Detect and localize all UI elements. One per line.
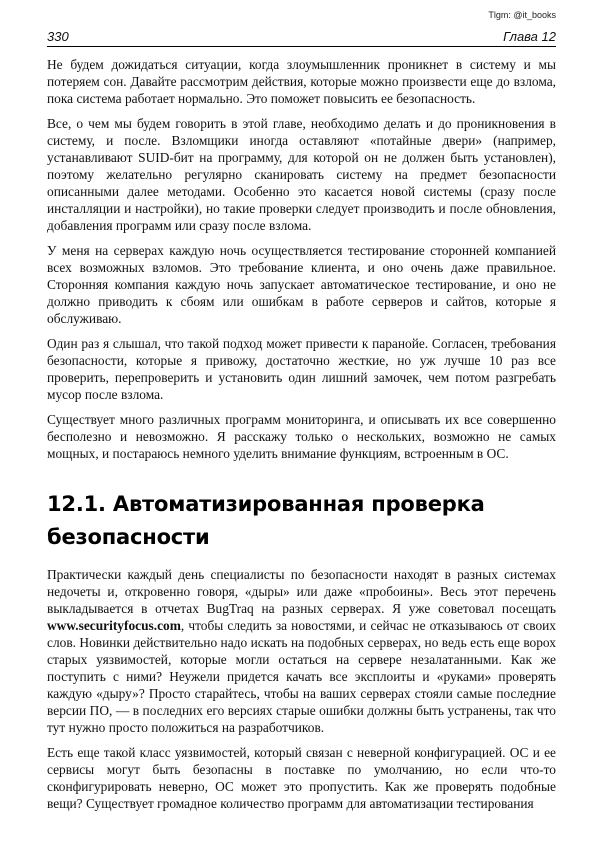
page-header — [47, 26, 556, 47]
paragraph: Один раз я слышал, что такой подход может привести к паранойе. Согласен, требования безопасности, которые я привожу, достаточно жесткие, но уж лучше 10 раз все проверить, перепроверить и установить один лишний замочек, чем потом разгребать мусор после взлома. — [47, 336, 556, 402]
chapter-title: Глава 12 — [503, 29, 556, 44]
paragraph: У меня на серверах каждую ночь осуществляется тестирование сторонней компанией всех возможных взломов. Это требование клиента, и оно очень даже правильное. Сторонняя компания каждую ночь запускает автоматическое тестирование, и оно не должно приводить к сбоям или ошибкам в работе серверов и сайтов, которые я обслуживаю. — [47, 243, 556, 326]
page-number: 330 — [47, 29, 69, 44]
section-heading: 12.1. Автоматизированная проверка безопасности — [47, 492, 485, 549]
page-body — [47, 56, 556, 820]
paragraph-text: , чтобы следить за новостями, и сейчас не отказываюсь от своих слов. Новинки действительно надо искать на подобных серверах, но ведь есть еще ворох старых уязвимостей, которые могли остаться на сервере незалатанными. Как же поступить с ними? Неужели придется качать все эксплоиты и «руками» проверять каждую «дыру»? Просто старайтесь, чтобы на ваших серверах стояли самые последние версии ПО, — в последних его версиях старые ошибки должны быть устранены, так что тут нужно просто положиться на разработчиков. — [47, 618, 556, 735]
paragraph: Существует много различных программ мониторинга, и описывать их все совершенно бесполезно и невозможно. Я расскажу только о нескольких, возможно не самых мощных, и постараюсь немного уделить внимание функциям, встроенным в ОС. — [47, 412, 556, 461]
paragraph-text: Практически каждый день специалисты по безопасности находят в разных системах недочеты и, откровенно говоря, «дыры» или даже «пробоины». Весь этот перечень выкладывается в отчетах BugTraq на разных серверах. Я уже советовал посещать — [47, 567, 556, 616]
watermark: Tlgm: @it_books — [488, 10, 556, 20]
paragraph: Не будем дожидаться ситуации, когда злоумышленник проникнет в систему и мы потеряем сон. Давайте рассмотрим действия, которые можно произвести еще до взлома, пока система работает нормально. Это поможет повысить ее безопасность. — [47, 57, 556, 106]
paragraph: Все, о чем мы будем говорить в этой главе, необходимо делать и до проникновения в систему, и после. Взломщики иногда оставляют «потайные двери» (например, устанавливают SUID-бит на программу, для которой он не должен быть установлен), поэтому желательно регулярно сканировать систему на предмет безопасности описанными далее методами. Особенно это касается новой системы (сразу после инсталляции и настройки), но такие проверки следует производить и после обновления, добавления программ или сразу после взлома. — [47, 116, 556, 233]
paragraph: Есть еще такой класс уязвимостей, который связан с неверной конфигурацией. ОС и ее сервисы могут быть безопасны в поставке по умолчанию, но если что-то сконфигурировать неверно, ОС может это пропустить. Как же проверять подобные вещи? Существует громадное количество программ для автоматизации тестирования — [47, 745, 556, 811]
paragraph — [47, 566, 556, 736]
website-link-text: www.securityfocus.com — [47, 618, 181, 633]
